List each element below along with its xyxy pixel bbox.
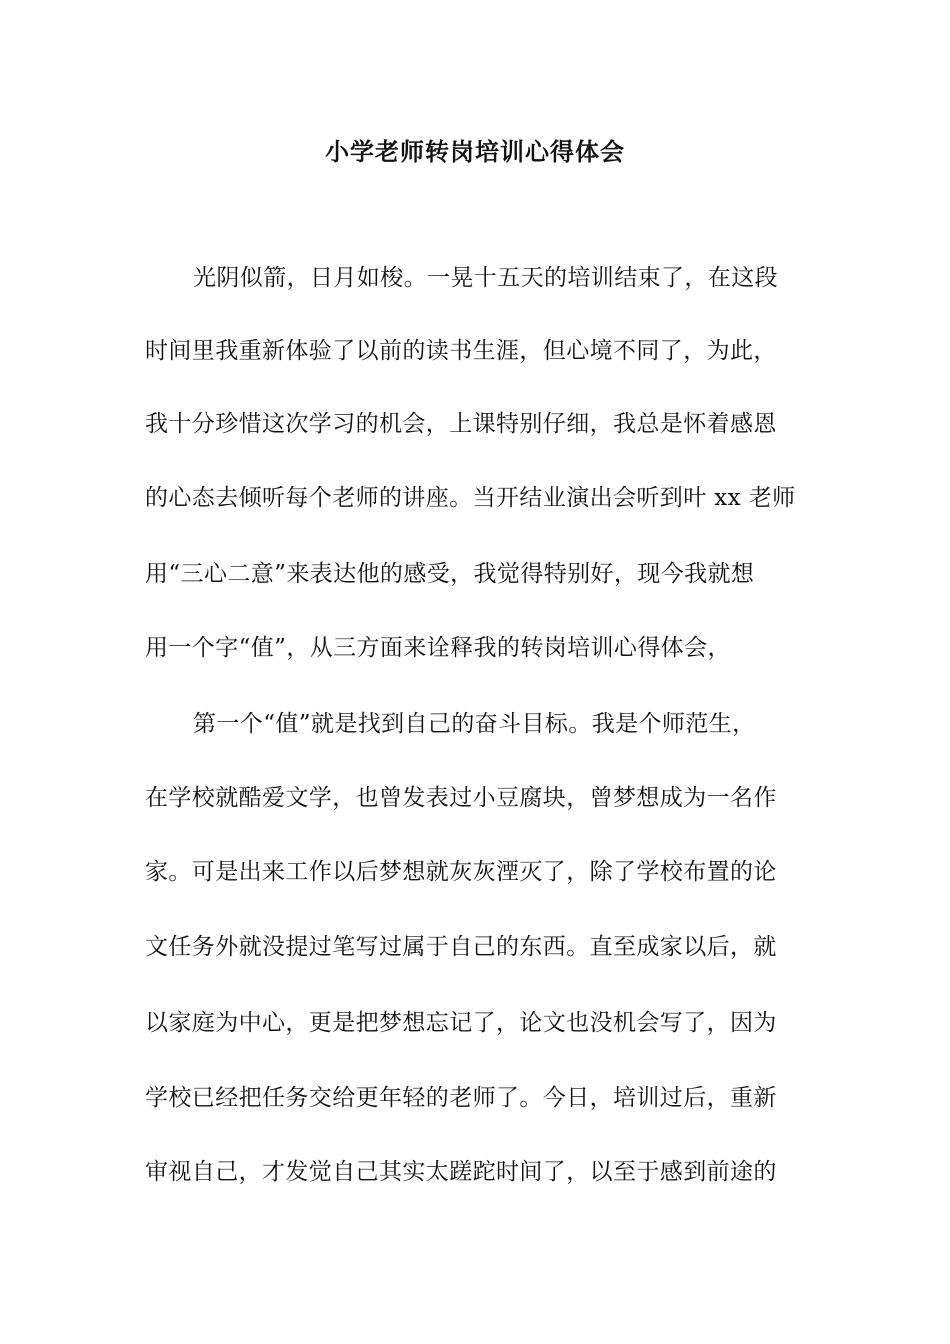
text-line: 光阴似箭，日月如梭。一晃十五天的培训结束了，在这段 xyxy=(193,265,778,291)
text-line: 家。可是出来工作以后梦想就灰灰湮灭了，除了学校布置的论 xyxy=(145,859,777,885)
text-line: 以家庭为中心，更是把梦想忘记了，论文也没机会写了，因为 xyxy=(145,1010,777,1036)
document-title: 小学老师转岗培训心得体会 xyxy=(325,137,625,166)
text-line: 我十分珍惜这次学习的机会，上课特别仔细，我总是怀着感恩 xyxy=(145,411,777,437)
text-line: 用“三心二意”来表达他的感受，我觉得特别好，现今我就想 xyxy=(145,561,755,587)
text-line: 的心态去倾听每个老师的讲座。当开结业演出会听到叶 xx 老师 xyxy=(145,485,796,511)
text-line: 审视自己，才发觉自己其实太蹉跎时间了，以至于感到前途的 xyxy=(145,1159,777,1185)
text-line: 文任务外就没提过笔写过属于自己的东西。直至成家以后，就 xyxy=(145,934,777,960)
text-line: 用一个字“值”，从三方面来诠释我的转岗培训心得体会， xyxy=(145,635,731,661)
text-line: 学校已经把任务交给更年轻的老师了。今日，培训过后，重新 xyxy=(145,1085,777,1111)
text-line: 时间里我重新体验了以前的读书生涯，但心境不同了，为此， xyxy=(145,338,777,364)
text-line: 在学校就酷爱文学，也曾发表过小豆腐块，曾梦想成为一名作 xyxy=(145,785,777,811)
text-line: 第一个“值”就是找到自己的奋斗目标。我是个师范生， xyxy=(193,711,756,737)
